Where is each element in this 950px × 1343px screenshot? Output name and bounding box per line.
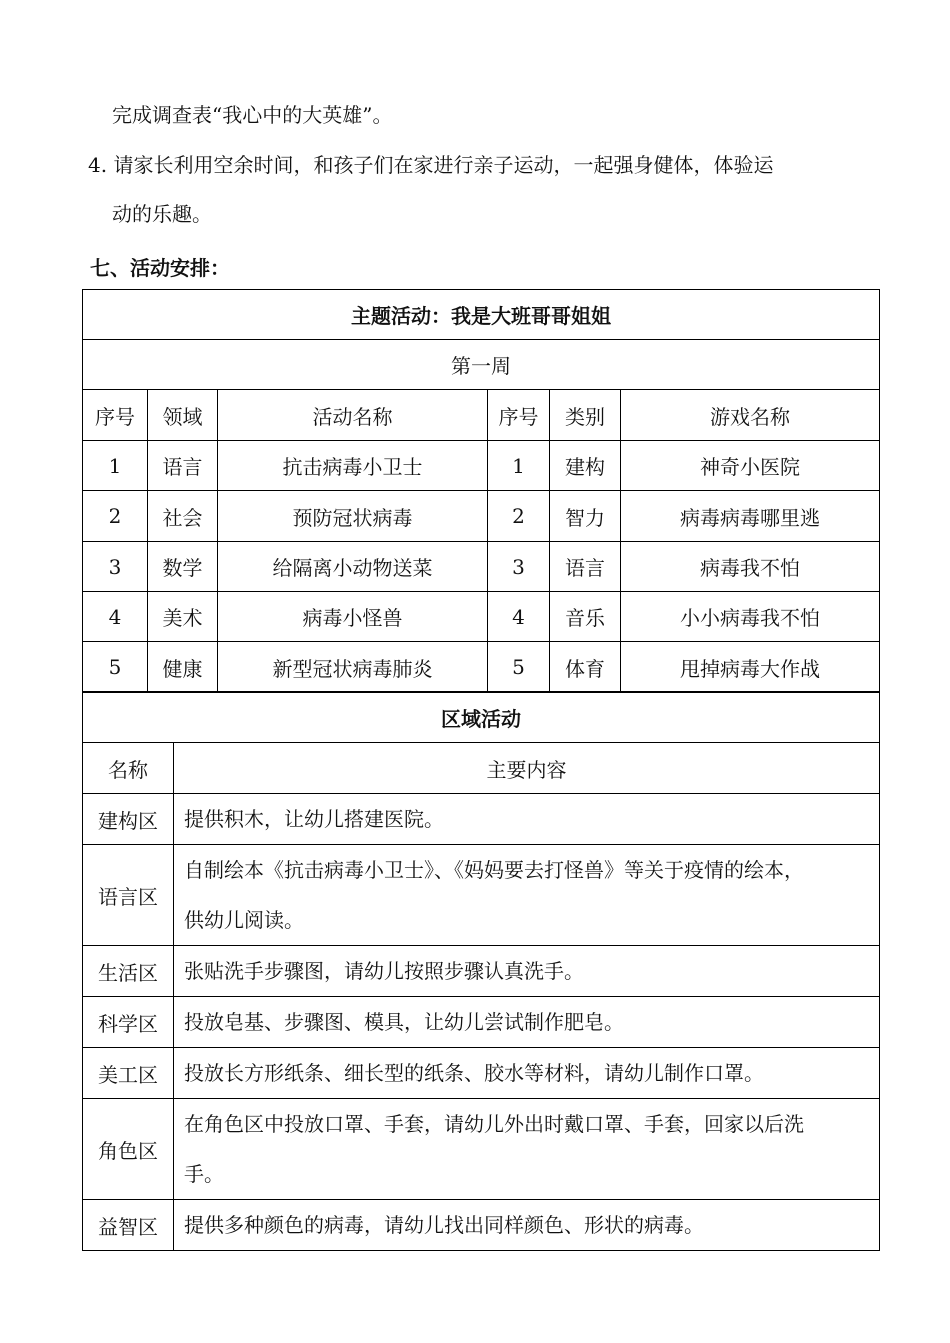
table-cell: 数学 xyxy=(148,542,218,592)
table-row xyxy=(83,997,880,1048)
table-cell: 社会 xyxy=(148,491,218,542)
table-cell: 语言 xyxy=(148,441,218,491)
table-cell: 体育 xyxy=(550,642,621,693)
area-content xyxy=(174,1099,880,1200)
table-cell: 语言 xyxy=(550,542,621,592)
table-row xyxy=(83,642,880,693)
table-cell: 4 xyxy=(488,592,550,642)
list-item-4-line-2: 动的乐趣。 xyxy=(112,202,212,226)
schedule-title: 主题活动：我是大班哥哥姐姐 xyxy=(83,290,880,340)
table-cell: 1 xyxy=(83,441,148,491)
header-cell: 序号 xyxy=(83,390,148,441)
table-row xyxy=(83,946,880,997)
table-cell: 5 xyxy=(488,642,550,693)
table-cell: 病毒小怪兽 xyxy=(218,592,488,642)
header-cell: 主要内容 xyxy=(174,743,880,794)
area-name: 科学区 xyxy=(83,997,174,1048)
table-cell: 1 xyxy=(488,441,550,491)
area-content: 提供多种颜色的病毒，请幼儿找出同样颜色、形状的病毒。 xyxy=(174,1200,880,1251)
table-row xyxy=(83,441,880,491)
table-cell: 抗击病毒小卫士 xyxy=(218,441,488,491)
table-cell: 2 xyxy=(488,491,550,542)
header-cell: 名称 xyxy=(83,743,174,794)
table-cell: 病毒我不怕 xyxy=(621,542,880,592)
table-cell: 甩掉病毒大作战 xyxy=(621,642,880,693)
table-cell: 建构 xyxy=(550,441,621,491)
table-cell: 预防冠状病毒 xyxy=(218,491,488,542)
area-name: 生活区 xyxy=(83,946,174,997)
area-content: 投放皂基、步骤图、模具，让幼儿尝试制作肥皂。 xyxy=(174,997,880,1048)
table-row xyxy=(83,794,880,845)
table-cell: 新型冠状病毒肺炎 xyxy=(218,642,488,693)
week-label: 第一周 xyxy=(83,340,880,390)
table-cell: 4 xyxy=(83,592,148,642)
area-name: 建构区 xyxy=(83,794,174,845)
list-item-4-line-1: 4. 请家长利用空余时间，和孩子们在家进行亲子运动，一起强身健体，体验运 xyxy=(88,153,774,177)
area-name: 美工区 xyxy=(83,1048,174,1099)
header-cell: 类别 xyxy=(550,390,621,441)
schedule-table xyxy=(82,289,880,693)
table-row xyxy=(83,491,880,542)
area-content: 张贴洗手步骤图，请幼儿按照步骤认真洗手。 xyxy=(174,946,880,997)
intro-line-1: 完成调查表“我心中的大英雄”。 xyxy=(112,103,393,127)
area-name: 语言区 xyxy=(83,845,174,946)
table-cell: 小小病毒我不怕 xyxy=(621,592,880,642)
table-cell: 3 xyxy=(83,542,148,592)
area-content xyxy=(174,845,880,946)
content-line: 自制绘本《抗击病毒小卫士》、《妈妈要去打怪兽》等关于疫情的绘本， xyxy=(184,858,804,882)
area-name: 角色区 xyxy=(83,1099,174,1200)
table-cell: 3 xyxy=(488,542,550,592)
area-content: 提供积木，让幼儿搭建医院。 xyxy=(174,794,880,845)
table-row xyxy=(83,845,880,946)
table-row xyxy=(83,592,880,642)
area-activities-title: 区域活动 xyxy=(83,692,880,743)
table-cell: 病毒病毒哪里逃 xyxy=(621,491,880,542)
table-cell: 给隔离小动物送菜 xyxy=(218,542,488,592)
table-row xyxy=(83,1048,880,1099)
header-cell: 游戏名称 xyxy=(621,390,880,441)
table-cell: 美术 xyxy=(148,592,218,642)
table-cell: 智力 xyxy=(550,491,621,542)
table-row xyxy=(83,542,880,592)
area-name: 益智区 xyxy=(83,1200,174,1251)
table-cell: 健康 xyxy=(148,642,218,693)
table-row xyxy=(83,1099,880,1200)
schedule-header-row xyxy=(83,390,880,441)
header-cell: 活动名称 xyxy=(218,390,488,441)
header-cell: 领域 xyxy=(148,390,218,441)
table-cell: 神奇小医院 xyxy=(621,441,880,491)
content-line: 在角色区中投放口罩、手套，请幼儿外出时戴口罩、手套，回家以后洗 xyxy=(184,1112,804,1136)
table-cell: 音乐 xyxy=(550,592,621,642)
content-line: 供幼儿阅读。 xyxy=(184,908,304,932)
area-content: 投放长方形纸条、细长型的纸条、胶水等材料，请幼儿制作口罩。 xyxy=(174,1048,880,1099)
area-activities-table xyxy=(82,691,880,1251)
section-heading: 七、活动安排： xyxy=(90,256,230,280)
area-header-row xyxy=(83,743,880,794)
table-row xyxy=(83,1200,880,1251)
header-cell: 序号 xyxy=(488,390,550,441)
table-cell: 5 xyxy=(83,642,148,693)
table-cell: 2 xyxy=(83,491,148,542)
content-line: 手。 xyxy=(184,1162,224,1186)
